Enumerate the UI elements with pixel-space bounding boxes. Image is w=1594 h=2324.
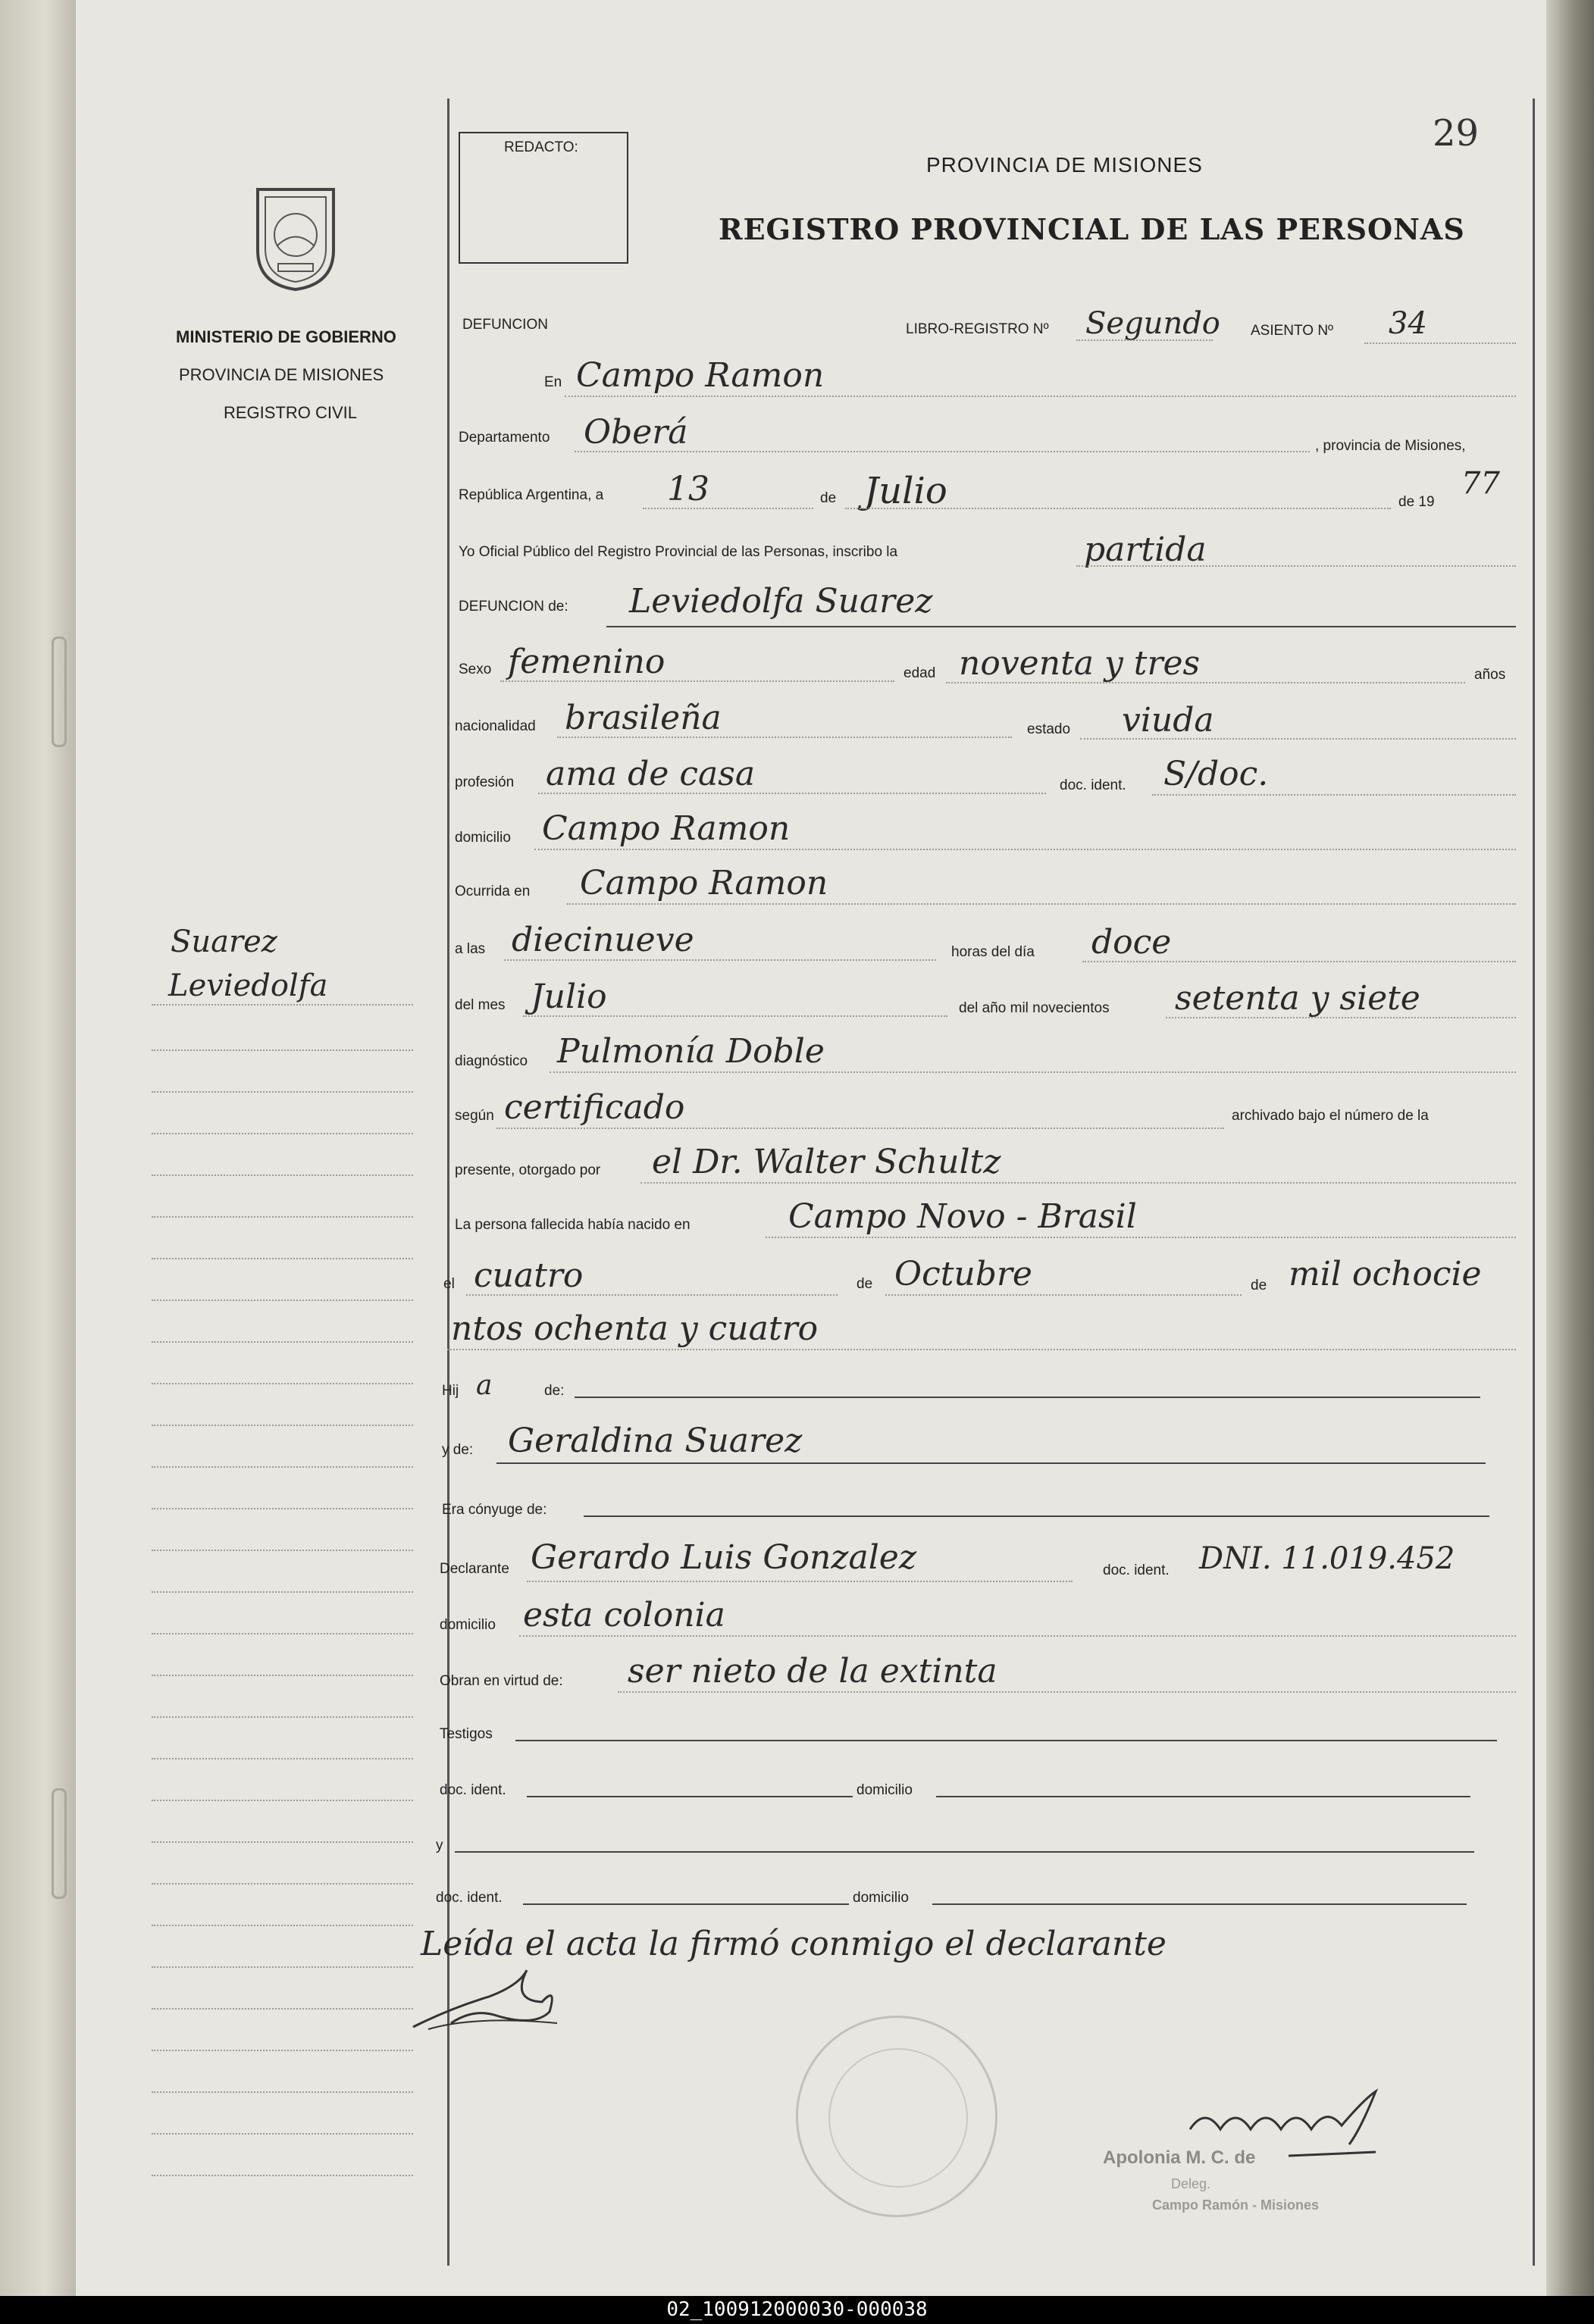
dotted-line (466, 1294, 838, 1296)
dotted-line (567, 903, 1516, 905)
segun-label: según (455, 1108, 494, 1124)
margin-line (152, 1758, 413, 1759)
decl-domicilio-value: esta colonia (523, 1596, 725, 1634)
margin-line (152, 1300, 413, 1301)
dotted-line (504, 959, 936, 961)
margin-line (152, 1216, 413, 1218)
departamento-label: Departamento (459, 430, 550, 446)
solid-line (515, 1740, 1497, 1741)
dotted-line (1076, 565, 1516, 567)
dotted-line (527, 1581, 1073, 1582)
doc-ident-value: S/doc. (1163, 755, 1269, 793)
de-mil-label: de (1251, 1278, 1267, 1293)
republica-label: República Argentina, a (459, 487, 604, 503)
del-anio-label: del año mil novecientos (959, 1000, 1110, 1016)
binding-stitch (52, 637, 67, 747)
del-mes-value: Julio (531, 977, 607, 1016)
defuncion-de-value: Leviedolfa Suarez (629, 582, 933, 621)
redacto-label: REDACTO: (504, 139, 578, 155)
margin-line (152, 1258, 413, 1259)
hij-label: Hij (442, 1383, 459, 1399)
coat-of-arms-seal (246, 182, 345, 292)
dotted-line (618, 1691, 1516, 1693)
horas-value: doce (1091, 923, 1172, 962)
margin-line (152, 1883, 413, 1885)
estado-label: estado (1027, 721, 1071, 737)
solid-line (455, 1851, 1474, 1853)
diagnostico-label: diagnóstico (455, 1053, 528, 1069)
dotted-line (519, 1635, 1516, 1637)
dotted-line (640, 1182, 1516, 1184)
margin-line (152, 1425, 413, 1426)
de-oct-value: Octubre (894, 1255, 1032, 1293)
a-las-label: a las (455, 941, 486, 957)
header-registry: REGISTRO PROVINCIAL DE LAS PERSONAS (719, 212, 1465, 246)
dotted-line (946, 682, 1465, 683)
solid-line (575, 1397, 1480, 1398)
margin-line (152, 1841, 413, 1843)
dotted-line (523, 1015, 947, 1017)
ocurrida-label: Ocurrida en (455, 884, 531, 899)
presente-label: presente, otorgado por (455, 1162, 601, 1178)
dotted-line (565, 396, 1516, 397)
dotted-line (496, 1128, 1224, 1129)
declarant-signature (406, 1955, 587, 2038)
official-stamp (796, 2016, 997, 2217)
right-vertical-rule (1533, 99, 1535, 2266)
de-oct-label: de (857, 1276, 873, 1292)
dotted-line (557, 737, 1012, 738)
mes-value: Julio (864, 470, 947, 512)
dotted-line (845, 508, 1391, 509)
page-edge (1546, 0, 1594, 2296)
dia-value: 13 (667, 470, 709, 508)
libro-label: LIBRO-REGISTRO Nº (906, 321, 1049, 337)
solid-line (523, 1903, 849, 1905)
edad-value: noventa y tres (959, 644, 1201, 683)
official-name: Apolonia M. C. de (1103, 2147, 1256, 2168)
margin-line (152, 1133, 413, 1134)
presente-value: el Dr. Walter Schultz (652, 1143, 1001, 1181)
dotted-line (885, 1294, 1242, 1296)
solid-line (932, 1903, 1467, 1905)
en-value: Campo Ramon (576, 356, 825, 395)
dotted-line (538, 793, 1046, 794)
decl-doc-label: doc. ident. (1103, 1562, 1170, 1578)
ocurrida-value: Campo Ramon (580, 864, 828, 902)
margin-line (152, 1049, 413, 1051)
sidebar-province: PROVINCIA DE MISIONES (179, 365, 384, 384)
dotted-line (1152, 794, 1516, 796)
partida-value: partida (1084, 530, 1207, 569)
dotted-line (1076, 339, 1213, 341)
de-label: de (820, 490, 837, 506)
hij-de-label: de: (544, 1383, 565, 1399)
margin-line (152, 1004, 413, 1006)
del-mes-label: del mes (455, 997, 506, 1013)
solid-line (527, 1796, 853, 1797)
profesion-value: ama de casa (546, 755, 756, 793)
doc-ident-label: doc. ident. (1060, 777, 1126, 793)
estado-value: viuda (1122, 701, 1214, 740)
nacionalidad-label: nacionalidad (455, 718, 536, 734)
margin-line (152, 1591, 413, 1593)
el-value: cuatro (474, 1256, 584, 1295)
sidebar-registry: REGISTRO CIVIL (224, 403, 358, 422)
dotted-line (1364, 343, 1516, 344)
de-mil-value: mil ochocie (1289, 1255, 1482, 1293)
domicilio-label: domicilio (455, 830, 511, 846)
binding-stitch (52, 1788, 67, 1899)
departamento-value: Oberá (584, 413, 688, 452)
domicilio2-label: domicilio (853, 1890, 909, 1906)
margin-line (152, 1091, 413, 1093)
decl-domicilio-label: domicilio (440, 1617, 496, 1633)
obran-value: ser nieto de la extinta (628, 1652, 997, 1691)
asiento-label: ASIENTO Nº (1251, 323, 1333, 339)
en-label: En (544, 374, 562, 390)
dotted-line (1166, 1017, 1516, 1018)
domicilio-value: Campo Ramon (542, 809, 791, 848)
oficial-text: Yo Oficial Público del Registro Provincial de las Personas, inscribo la (459, 544, 898, 560)
margin-line (152, 1175, 413, 1176)
margin-line (152, 1966, 413, 1968)
testigos-label: Testigos (440, 1726, 493, 1742)
margin-line (152, 1341, 413, 1343)
dotted-line (1082, 961, 1516, 962)
dotted-line (643, 508, 813, 509)
margin-line (152, 2175, 413, 2176)
margin-note-name: Leviedolfa (168, 968, 328, 1003)
dotted-line (447, 1349, 1516, 1350)
header-province: PROVINCIA DE MISIONES (926, 153, 1203, 177)
binding-gutter (0, 0, 76, 2296)
margin-line (152, 2091, 413, 2093)
nacionalidad-value: brasileña (565, 699, 722, 737)
nacido-value: Campo Novo - Brasil (788, 1197, 1137, 1236)
doc-ident1-label: doc. ident. (440, 1782, 506, 1798)
diagnostico-value: Pulmonía Doble (557, 1032, 825, 1071)
segun-value: certificado (504, 1088, 685, 1127)
margin-line (152, 1383, 413, 1384)
dotted-line (500, 680, 894, 682)
form-type-label: DEFUNCION (462, 317, 548, 333)
anio-value: 77 (1461, 466, 1500, 501)
margin-line (152, 1633, 413, 1634)
conyuge-label: Era cónyuge de: (442, 1502, 547, 1518)
provincia-suffix: , provincia de Misiones, (1315, 438, 1466, 454)
sexo-label: Sexo (459, 662, 492, 677)
margin-line (152, 1508, 413, 1509)
profesion-label: profesión (455, 774, 515, 790)
margin-line (152, 1716, 413, 1718)
del-anio-value: setenta y siete (1175, 979, 1420, 1018)
dotted-line (766, 1237, 1516, 1238)
obran-label: Obran en virtud de: (440, 1673, 563, 1689)
de19-label: de 19 (1398, 494, 1435, 510)
solid-line (496, 1462, 1486, 1464)
a-las-value: diecinueve (512, 921, 694, 959)
image-caption: 02_100912000030-000038 (0, 2296, 1594, 2324)
declarante-value: Gerardo Luis Gonzalez (531, 1538, 917, 1577)
decl-doc-value: DNI. 11.019.452 (1199, 1541, 1455, 1576)
dotted-line (534, 849, 1516, 850)
margin-line (152, 2133, 413, 2135)
defuncion-de-label: DEFUNCION de: (459, 599, 568, 615)
horas-label: horas del día (951, 944, 1035, 960)
margin-line (152, 2050, 413, 2051)
y-de-value: Geraldina Suarez (508, 1422, 803, 1460)
declarante-label: Declarante (440, 1561, 509, 1577)
archivado-label: archivado bajo el número de la (1232, 1108, 1429, 1124)
asiento-value: 34 (1389, 306, 1427, 341)
el-label: el (443, 1276, 455, 1292)
margin-line (152, 1675, 413, 1676)
page-number: 29 (1433, 112, 1480, 155)
anos-label: años (1474, 667, 1506, 683)
y-label: y (436, 1838, 443, 1853)
libro-value: Segundo (1085, 306, 1220, 341)
margin-line (152, 1550, 413, 1551)
margin-line (152, 1925, 413, 1926)
margin-line (152, 2008, 413, 2010)
official-location: Campo Ramón - Misiones (1152, 2197, 1320, 2213)
margin-note-surname: Suarez (171, 924, 277, 959)
y-de-label: y de: (442, 1442, 474, 1458)
solid-line (606, 626, 1516, 627)
edad-label: edad (903, 665, 936, 681)
doc-ident2-label: doc. ident. (436, 1890, 503, 1906)
dotted-line (1080, 738, 1516, 740)
official-title: Deleg. (1171, 2176, 1211, 2191)
margin-line (152, 1466, 413, 1468)
sidebar-ministry: MINISTERIO DE GOBIERNO (176, 327, 396, 346)
hij-value: a (476, 1370, 493, 1401)
solid-line (584, 1515, 1489, 1517)
solid-line (936, 1796, 1470, 1797)
sexo-value: femenino (508, 643, 665, 681)
nacido-label: La persona fallecida había nacido en (455, 1217, 691, 1233)
dotted-line (550, 1071, 1516, 1073)
margin-line (152, 1800, 413, 1801)
year-continuation-value: ntos ochenta y cuatro (451, 1309, 819, 1348)
dotted-line (575, 451, 1310, 452)
domicilio1-label: domicilio (857, 1782, 913, 1798)
closing-statement: Leída el acta la firmó conmigo el declarante (421, 1925, 1167, 1963)
